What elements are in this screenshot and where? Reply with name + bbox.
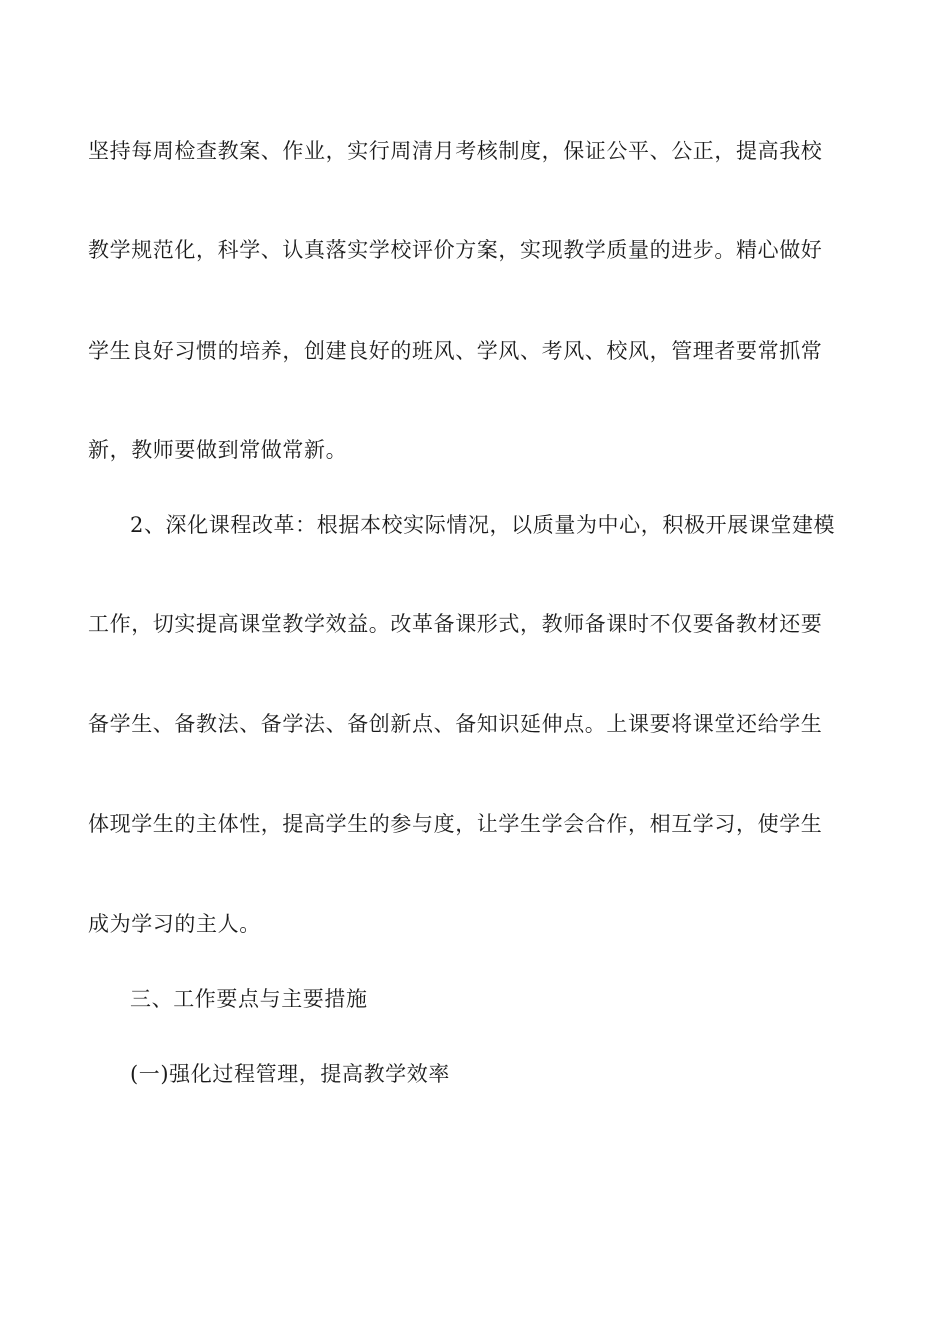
paragraph-line: 新，教师要做到常做常新。 <box>88 438 348 462</box>
paragraph-line: 2、深化课程改革：根据本校实际情况，以质量为中心，积极开展课堂建模 <box>130 513 836 537</box>
paragraph-line: 体现学生的主体性，提高学生的参与度，让学生学会合作，相互学习，使学生 <box>88 812 823 836</box>
subsection-heading: (一)强化过程管理，提高教学效率 <box>130 1062 450 1086</box>
paragraph-line: 工作，切实提高课堂教学效益。改革备课形式，教师备课时不仅要备教材还要 <box>88 612 823 636</box>
section-heading: 三、工作要点与主要措施 <box>130 987 368 1011</box>
paragraph-line: 坚持每周检查教案、作业，实行周清月考核制度，保证公平、公正，提高我校 <box>88 139 823 163</box>
paragraph-line: 教学规范化，科学、认真落实学校评价方案，实现教学质量的进步。精心做好 <box>88 238 823 262</box>
paragraph-line: 成为学习的主人。 <box>88 912 261 936</box>
paragraph-line: 备学生、备教法、备学法、备创新点、备知识延伸点。上课要将课堂还给学生 <box>88 712 823 736</box>
paragraph-line: 学生良好习惯的培养，创建良好的班风、学风、考风、校风，管理者要常抓常 <box>88 339 823 363</box>
